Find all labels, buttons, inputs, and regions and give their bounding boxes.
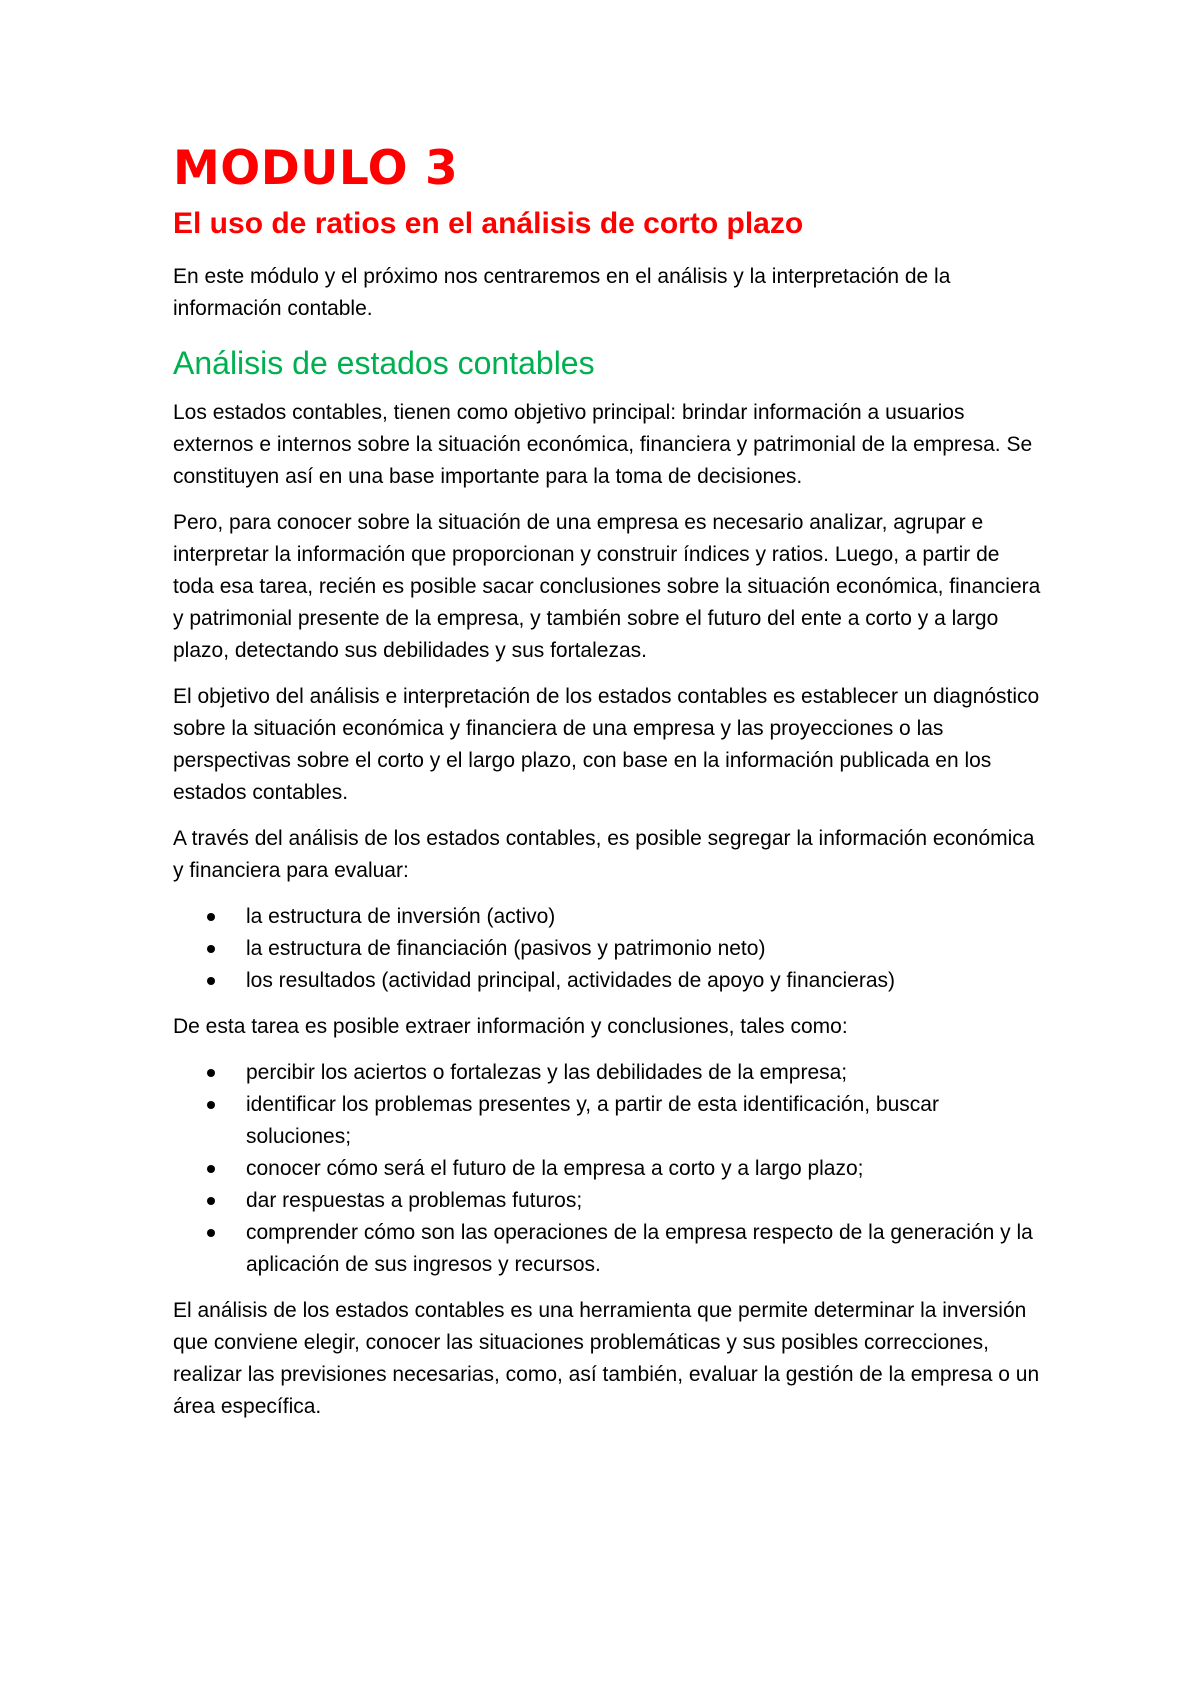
list-item: conocer cómo será el futuro de la empresa a corto y a largo plazo; xyxy=(246,1153,1043,1185)
list-item: la estructura de inversión (activo) xyxy=(246,901,1043,933)
document-page xyxy=(173,140,1043,1437)
list-item: identificar los problemas presentes y, a partir de esta identificación, buscar soluciones; xyxy=(246,1089,1043,1153)
module-subtitle: El uso de ratios en el análisis de corto plazo xyxy=(173,207,804,240)
paragraph-diagnosis: El objetivo del análisis e interpretación de los estados contables es establecer un diagnóstico sobre la situación económica y financiera de una empresa y las proyecciones o las perspectivas sobre el corto y el largo plazo, con base en la información publicada en los estados contables. xyxy=(173,685,1040,804)
list-item: comprender cómo son las operaciones de la empresa respecto de la generación y la aplicación de sus ingresos y recursos. xyxy=(246,1217,1043,1281)
evaluate-list xyxy=(173,901,1043,997)
paragraph-conclusions: De esta tarea es posible extraer información y conclusiones, tales como: xyxy=(173,1015,848,1038)
intro-paragraph: En este módulo y el próximo nos centraremos en el análisis y la interpretación de la información contable. xyxy=(173,265,951,320)
list-item: los resultados (actividad principal, actividades de apoyo y financieras) xyxy=(246,965,1043,997)
paragraph-objective: Los estados contables, tienen como objetivo principal: brindar información a usuarios externos e internos sobre la situación económica, financiera y patrimonial de la empresa. Se constituyen así en una base importante para la toma de decisiones. xyxy=(173,401,1033,488)
paragraph-analysis: Pero, para conocer sobre la situación de una empresa es necesario analizar, agrupar e interpretar la información que proporcionan y construir índices y ratios. Luego, a partir de toda esa tarea, recién es posible sacar conclusiones sobre la situación económica, financiera y patrimonial presente de la empresa, y también sobre el futuro del ente a corto y a largo plazo, detectando sus debilidades y sus fortalezas. xyxy=(173,511,1041,662)
section-heading: Análisis de estados contables xyxy=(173,345,595,381)
list-item: percibir los aciertos o fortalezas y las debilidades de la empresa; xyxy=(246,1057,1043,1089)
paragraph-evaluate: A través del análisis de los estados contables, es posible segregar la información económica y financiera para evaluar: xyxy=(173,827,1035,882)
conclusions-list xyxy=(173,1057,1043,1281)
module-title: MODULO 3 xyxy=(173,141,459,196)
list-item: dar respuestas a problemas futuros; xyxy=(246,1185,1043,1217)
closing-paragraph: El análisis de los estados contables es una herramienta que permite determinar la inversión que conviene elegir, conocer las situaciones problemáticas y sus posibles correcciones, realizar las previsiones necesarias, como, así también, evaluar la gestión de la empresa o un área específica. xyxy=(173,1299,1040,1418)
list-item: la estructura de financiación (pasivos y patrimonio neto) xyxy=(246,933,1043,965)
